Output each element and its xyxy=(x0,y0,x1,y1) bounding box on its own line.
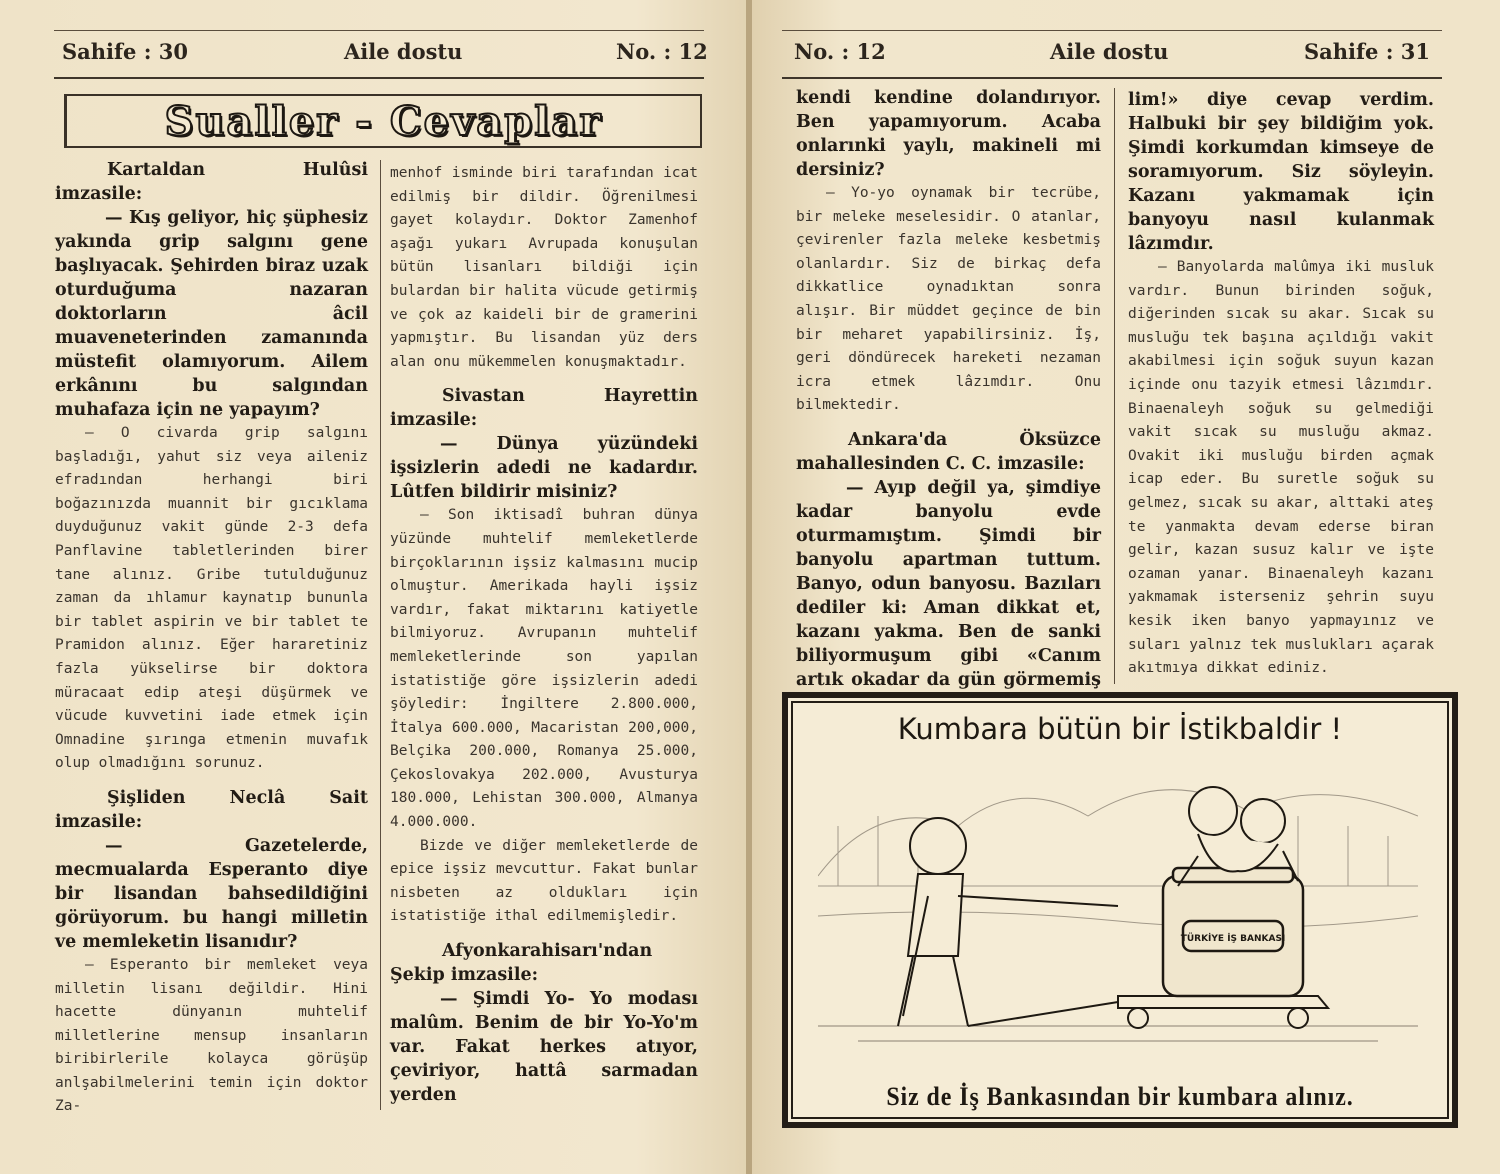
signature-kartal: Kartaldan Hulûsi imzasile: xyxy=(55,160,368,204)
answer-esperanto: — Esperanto bir memleket veya milletin lisanı değildir. Hini hacette dünyanın muhtelif milletlerine mensup insanların biribirlerile kolayca görüşüp anlşabilmelerini temin için doktor Za- xyxy=(55,956,368,1115)
children-with-savings-box-illustration xyxy=(818,756,1418,1056)
question-esperanto: — Gazetelerde, mecmualarda Esperanto diye bir lisandan bahsedildiğini görüyorum. bu hangi milletin ve memleketin lisanıdır? xyxy=(55,835,368,952)
section-title: Sualler - Cevaplar xyxy=(164,97,603,145)
answer-bath: — Banyolarda malûmya iki musluk vardır. Bunun birinden soğuk, diğerinden sıcak su akar. Sıcak su musluğu tek başına açıldığı vakit akabilmesi için soğuk suyun kazan içinde onu tazyik etmesi lâzımdır. Binaenaleyh soğuk su gelmediği vakit sıcak su musluğu akmaz. Ovakit iki musluğu birden açmak icap eder. Bu suretle soğuk su gelmez, sıcak su akar, alttaki ateş te yanmakta devam ederse biran gelir, kazan susuz kalır ve işte ozaman yanar. Binaenaleyh kazanı yakmamak isterseniz şehrin suyu kesik iken banyo yapmayınız ve suları yalnız tek muslukları açarak akıtmıya dikkat ediniz. xyxy=(1128,259,1434,677)
left-column-divider xyxy=(380,160,381,1110)
section-title-box xyxy=(64,94,702,148)
question-yoyo: — Şimdi Yo- Yo modası malûm. Benim de bir Yo-Yo'm var. Fakat herkes atıyor, çeviriyor, hattâ sarmadan yerden xyxy=(390,989,698,1106)
answer-unemployment: — Son iktisadî buhran dünya yüzünde muhtelif memleketlerde birçoklarının işsiz kalmasını mucip olmuştur. Amerikada hayli işsiz vardır, fakat miktarını katiyetle bilmiyoruz. Avrupanın muhtelif memleketlerinde son yapılan istatistiğe göre işsizlerin adedi şöyledir: İngiltere 2.800.000, İtalya 600.000, Macaristan 200,000, Belçika 200.000, Romanya 25.000, Çekoslovakya 202.000, Avusturya 180.000, Lehistan 300.000, Almanya 4.000.000. xyxy=(390,507,698,831)
signature-afyon: Afyonkarahisarı'ndan Şekip imzasile: xyxy=(390,941,653,986)
left-column-1 xyxy=(55,158,368,1119)
answer-yoyo: — Yo-yo oynamak bir tecrübe, bir meleke meselesidir. O atanlar, çevirenler fazla meleke kesbetmiş olanlardır. Siz de birkaç defa dikkatlice oynadıktan sonra alışır. Bir müddet geçince de bin bir meharet yapabilirsiniz. İş, geri döndürecek hareketi nezaman icra etmek lâzımdır. Onu bilmektedir. xyxy=(796,185,1101,414)
left-column-2 xyxy=(390,162,698,1107)
right-magazine-name: Aile dostu xyxy=(1050,39,1169,64)
right-column-divider xyxy=(1114,88,1115,684)
answer-grip: — O civarda grip salgını başladığı, yahut siz veya aileniz efradından herhangi biri boğazınızda muannit bir gıcıklama duyduğunuz vakit günde 2-3 defa Panflavine tabletlerinden birer tane alınız. Gribe tutulduğunuz zaman da ıhlamur kaynatıp bununla bir tablet aspirin ve bir tablet te Pramidon alınız. Eğer hararetiniz fazla yükselirse bir doktora müracaat edip ateşi düşürmek ve vücude kuvvetini iade etmek için Omnadine şırınga etmenin muvafık olup olmadığını sorunuz. xyxy=(55,425,368,772)
bank-label: TÜRKİYE İŞ BANKASI xyxy=(1180,934,1286,944)
advert-slogan: Siz de İş Bankasından bir kumbara alınız. xyxy=(886,1082,1354,1111)
right-page-number: Sahife : 31 xyxy=(1304,39,1431,64)
right-issue-number: No. : 12 xyxy=(794,39,886,64)
right-column-1 xyxy=(796,86,1101,716)
right-page-header xyxy=(782,30,1442,79)
question-yoyo-continued: kendi kendine dolandırıyor. Ben yapamıyorum. Acaba onlarınki yaylı, makineli mi dersiniz? xyxy=(796,88,1101,180)
left-page-header xyxy=(54,30,708,79)
answer-esperanto-continued: menhof isminde biri tarafından icat edilmiş bir dildir. Öğrenilmesi gayet kolaydır. Doktor Zamenhof aşağı yukarı Avrupada konuşulan bütün lisanları bildiği için bulardan bir halita vücude getirmiş ve çok az kaideli bir de gramerini yapmıştır. Bu lisandan yüz ders alan onu mükemmelen konuşmaktadır. xyxy=(390,165,698,370)
question-unemployment: — Dünya yüzündeki işsizlerin adedi ne kadardır. Lûtfen bildirir misiniz? xyxy=(390,434,698,503)
left-issue-number: No. : 12 xyxy=(616,39,708,64)
question-grip: — Kış geliyor, hiç şüphesiz yakında grip salgını gene başlıyacak. Şehirden biraz uzak oturduğuma nazaran doktorların âcil muaveneterinden zamanında müstefit olamıyorum. Ailem erkânını bu salgından muhafaza için ne yapayım? xyxy=(55,208,368,420)
answer-unemployment-2: Bizde ve diğer memleketlerde de epice işsiz mevcuttur. Fakat bunlar nisbeten az oldukları için istatistiğe ithal edilmemişledir. xyxy=(390,837,698,925)
question-bath-continued: lim!» diye cevap verdim. Halbuki bir şey bildiğim yok. Şimdi korkumdan kimseye de soramıyorum. Siz söyleyin. Kazanı yakmamak için banyoyu nasıl kulanmak lâzımdır. xyxy=(1128,90,1434,254)
left-page-number: Sahife : 30 xyxy=(62,39,189,64)
left-magazine-name: Aile dostu xyxy=(344,39,463,64)
left-page xyxy=(0,0,748,1174)
question-bath: — Ayıp değil ya, şimdiye kadar banyolu evde oturmamıştım. Şimdi bir banyolu apartman tuttum. Banyo, odun banyosu. Bazıları dediler ki: Aman dikkat et, kazanı yakma. Ben de sanki biliyormuşum gibi «Canım artık okadar da gün görmemiş xyxy=(796,477,1101,690)
kumbara-advertisement xyxy=(782,692,1458,1128)
signature-sivas: Sivastan Hayrettin imzasile: xyxy=(390,386,698,431)
signature-sisli: Şişliden Neclâ Sait imzasile: xyxy=(55,787,368,832)
signature-ankara: Ankara'da Öksüzce mahallesinden C. C. imzasile: xyxy=(796,429,1101,474)
advert-headline: Kumbara bütün bir İstikbaldir ! xyxy=(897,712,1343,746)
right-column-2 xyxy=(1128,88,1434,681)
